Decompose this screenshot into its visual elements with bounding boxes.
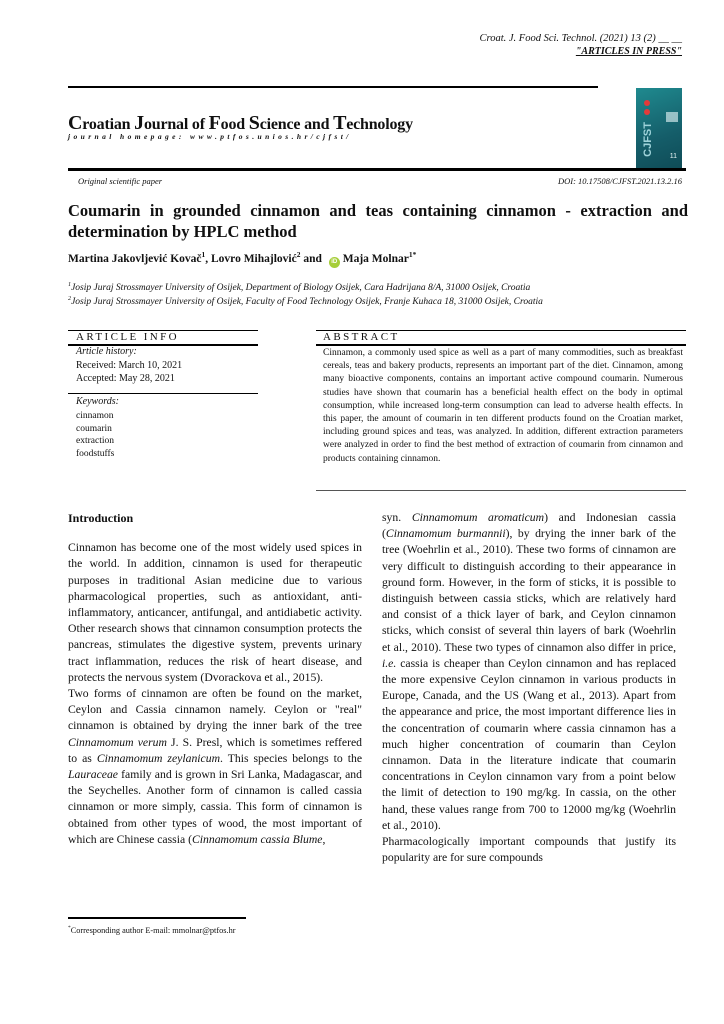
- affiliation-line: [68, 295, 543, 309]
- species-name: Cinnamomum verum: [68, 735, 167, 749]
- author-affiliation-marker: 2: [296, 250, 301, 260]
- cover-dot-icon: [644, 100, 650, 106]
- abstract-rule: [316, 490, 686, 491]
- keywords-label-text: Keywords: [76, 396, 116, 407]
- text-run: Pharmacologically important compounds that justify its popularity are for sure compounds: [382, 835, 676, 865]
- keyword: foodstuffs: [76, 448, 115, 459]
- text-run: family and is grown in Sri Lanka, Madagascar, and the Seychelles. Another form of cinnamon is called cassia cinnamon or more simply, cassia. This form of cinnamon is obtained from other types of wood, the most important of which are Chinese cassia (: [68, 768, 362, 846]
- right-paragraphs: [382, 510, 676, 866]
- received-date: Received: March 10, 2021: [76, 360, 183, 371]
- keyword: extraction: [76, 436, 114, 446]
- text-run: ) and Indonesian cassia (: [382, 511, 676, 541]
- journal-title-capital: F: [208, 112, 221, 134]
- journal-title-text: cience and: [259, 116, 334, 133]
- articles-in-press-label: "ARTICLES IN PRESS": [575, 46, 682, 57]
- species-name: Cinnamomum cassia Blume: [191, 832, 323, 846]
- journal-cover-image: [636, 88, 682, 168]
- cover-label: CJFST: [642, 122, 654, 157]
- species-name: Lauraceae: [68, 768, 118, 782]
- body-column-left: [68, 510, 362, 848]
- author-separator: ,: [205, 253, 211, 265]
- article-info-heading: ARTICLE INFO: [76, 331, 179, 343]
- text-run: Two forms of cinnamon are often be found on the market, Ceylon and Cassia cinnamon namely. Ceylon or "real" cinnamon is obtained by drying the inner bark of the tree: [68, 687, 362, 733]
- body-paragraph: [68, 686, 362, 848]
- journal-title-text: roatian: [82, 116, 135, 133]
- journal-homepage[interactable]: journal homepage: www.ptfos.unios.hr/cjfst/: [68, 132, 352, 141]
- author-affiliation-marker: 1: [201, 250, 206, 260]
- accepted-date: Accepted: May 28, 2021: [76, 373, 175, 384]
- corresponding-author-footnote: [68, 926, 235, 935]
- species-name: Cinnamomum aromaticum: [411, 511, 545, 524]
- journal-title-text: echnology: [346, 116, 413, 133]
- journal-title-capital: J: [134, 112, 144, 134]
- text-run: cassia is cheaper than Ceylon cinnamon and has replaced the more expensive Ceylon cinnamon in various products in Europe, Canada, and the US (Wang et al., 2013). Apart from the appearance and price, the most important difference lies in the concentration of coumarin where cassia cinnamon has a much higher concentration of coumarin than Ceylon cinnamon. Data in the literature indicate that coumarin concentrations in Ceylon cinnamon vary from a point below the limit of detection to 190 mg/kg. In cassia, on the other hand, these values range from 700 to 12000 mg/kg (Woehrlin et al., 2010).: [382, 656, 676, 832]
- species-name: Cinnamomum zeylanicum: [96, 751, 221, 765]
- abstract-text: Cinnamon, a commonly used spice as well as a part of many commodities, such as breakfast cereals, teas and bakery products, represents an important part of the diet. Cinnamon, among many bioactive components, contains an important active compound coumarin. Numerous studies have shown that coumarin has a beneficial health effect on the body in optimal consumption, while increased long-term consumption can lead to adverse health effects. In this paper, the amount of coumarin in ten different products found on the Croatian market, including ground spices and teas, was analyzed. In addition, different extraction parameters were analyzed in order to find the best method of extraction of coumarin from cinnamon and products containing cinnamon.: [323, 348, 683, 464]
- body-paragraph: [68, 540, 362, 686]
- left-paragraphs: [68, 540, 362, 848]
- section-heading-introduction: Introduction: [68, 511, 134, 525]
- paper-type: Original scientific paper: [78, 176, 163, 186]
- cover-block: [666, 112, 678, 122]
- author-name: Martina Jakovljević Kovač: [68, 253, 202, 265]
- text-run: syn.: [382, 511, 412, 524]
- abstract-rule: [316, 344, 686, 346]
- affiliations: [68, 281, 543, 309]
- article-history-label: Article history:: [76, 346, 137, 357]
- journal-title-capital: T: [333, 112, 347, 134]
- keywords-label: Keywords:: [76, 396, 119, 407]
- footnote-rule: [68, 917, 246, 919]
- affiliation-marker: 2: [68, 295, 72, 302]
- affiliation-text: Josip Juraj Strossmayer University of Osijek, Department of Biology Osijek, Cara Hadrijana 8/A, 31000 Osijek, Croatia: [71, 283, 531, 293]
- body-column-right: [382, 510, 676, 866]
- paper-title: Coumarin in grounded cinnamon and teas containing cinnamon - extraction and determination by HPLC method: [68, 201, 688, 241]
- journal-title-capital: C: [68, 112, 83, 134]
- keyword-list: [76, 410, 114, 460]
- doi[interactable]: DOI: 10.17508/CJFST.2021.13.2.16: [557, 176, 682, 186]
- body-paragraph: [382, 834, 676, 866]
- affiliation-text: Josip Juraj Strossmayer University of Osijek, Faculty of Food Technology Osijek, Franje Kuhaca 18, 31000 Osijek, Croatia: [71, 297, 543, 307]
- journal-title-text: ood: [220, 116, 249, 133]
- affiliation-marker: 1: [68, 281, 72, 288]
- species-name: i.e.: [382, 656, 397, 670]
- running-head: [480, 32, 683, 58]
- journal-citation: Croat. J. Food Sci. Technol. (2021) 13 (2) __ __: [479, 33, 682, 44]
- affiliation-line: [68, 281, 543, 295]
- author-name: Maja Molnar: [342, 253, 409, 265]
- author-affiliation-marker: 1*: [408, 250, 417, 260]
- body-paragraph: [382, 510, 676, 834]
- species-name: Cinnamomum burmannii: [385, 527, 506, 541]
- header-top-rule: [68, 86, 598, 88]
- text-run: ), by drying the inner bark of the tree (Woehrlin et al., 2010). These two forms of cinnamon are very difficult to distinguish according to their appearance in ground form. However, in the form of sticks, it is possible to distinguish between cassia sticks, which are relatively hard and consist of a thick layer of bark, and Ceylon cinnamon sticks, which consist of several thin layers of bark (Woehrlin et al., 2010). These two types of cinnamon also differ in price,: [382, 527, 676, 654]
- author-separator: and: [300, 253, 325, 265]
- text-run: J. S. Presl, which is sometimes reffered to as: [68, 735, 362, 765]
- footnote-text: Corresponding author E-mail: mmolnar@ptfos.hr: [70, 926, 236, 935]
- author-name: Lovro Mihajlović: [211, 253, 297, 265]
- text-run: Cinnamon has become one of the most widely used spices in the world. In addition, cinnamon is used for therapeutic purposes in traditional Asian medicine due to various pharmacological properties, such as antioxidant, anti-inflammatory, anticancer, antifungal, and antidiabetic activity. Other research shows that cinnamon consumption protects the pancreas, stimulates the digestive system, prevents urinary tract inflammation, reduces the risk of heart disease, and protects the nervous system (Dvorackova et al., 2015).: [68, 541, 362, 684]
- author-list: [68, 250, 417, 268]
- journal-title-capital: S: [248, 112, 260, 134]
- cover-dot-icon: [644, 109, 650, 115]
- header-bottom-rule: [68, 168, 686, 171]
- text-run: ,: [322, 832, 326, 846]
- footnote-marker: *: [68, 925, 71, 932]
- keyword: coumarin: [76, 423, 112, 434]
- orcid-icon[interactable]: iD: [329, 257, 340, 268]
- article-info-rule: [68, 393, 258, 394]
- cover-number: 11: [669, 153, 677, 160]
- text-run: . This species belongs to the: [220, 751, 363, 765]
- abstract-heading: ABSTRACT: [323, 331, 400, 343]
- journal-title-text: ournal of: [143, 116, 209, 133]
- keyword: cinnamon: [76, 411, 114, 421]
